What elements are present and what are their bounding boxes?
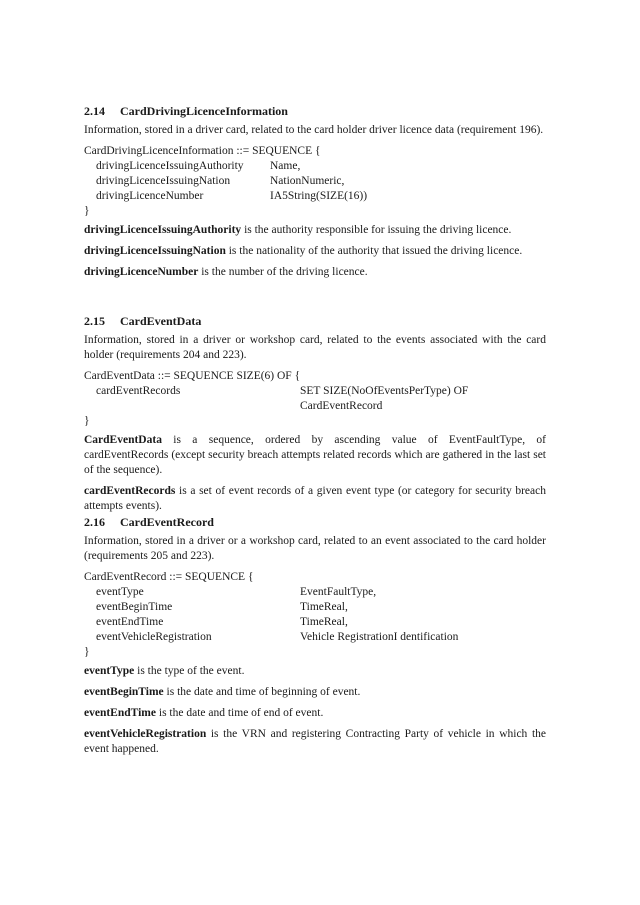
asn1-field-row [84, 174, 546, 189]
definition-term: eventVehicleRegistration [84, 728, 207, 740]
definition-text: is the VRN and registering Contracting Party of vehicle in which the event happened. [84, 728, 546, 755]
asn1-open: CardEventRecord ::= SEQUENCE { [84, 571, 254, 583]
section-heading [84, 314, 546, 329]
definition [84, 433, 546, 478]
field-type: SET SIZE(NoOfEventsPerType) OF [300, 385, 469, 397]
definition [84, 244, 546, 259]
asn1-close: } [84, 646, 90, 658]
definition-term: eventEndTime [84, 707, 156, 719]
definition [84, 265, 546, 280]
definition-term: CardEventData [84, 434, 162, 446]
definition-text: is the type of the event. [134, 665, 245, 677]
field-type: TimeReal, [300, 601, 348, 613]
section-intro: Information, stored in a driver or workshop card, related to the events associated with the card holder (requirements 204 and 223). [84, 334, 546, 361]
field-name: eventType [96, 586, 144, 598]
asn1-field-row [84, 630, 546, 645]
definition-term: eventType [84, 665, 135, 677]
field-type: IA5String(SIZE(16)) [270, 190, 368, 202]
field-name: eventBeginTime [96, 601, 173, 613]
definition [84, 664, 546, 679]
section-intro: Information, stored in a driver card, related to the card holder driver licence data (requirement 196). [84, 124, 544, 136]
definition-text: is a set of event records of a given event type (or category for security breach attempts events). [84, 485, 546, 512]
definition-text: is the date and time of beginning of event. [163, 686, 361, 698]
definition-term: drivingLicenceIssuingAuthority [84, 224, 242, 236]
asn1-field-row [84, 384, 546, 399]
section-2-14 [84, 104, 546, 286]
section-number: 2.16 [84, 515, 105, 529]
section-title: CardEventRecord [120, 515, 214, 529]
definition [84, 685, 546, 700]
definition [84, 223, 546, 238]
definition-text: is the authority responsible for issuing the driving licence. [241, 224, 512, 236]
field-name: eventVehicleRegistration [96, 631, 212, 643]
definition [84, 484, 546, 514]
field-type: EventFaultType, [300, 586, 377, 598]
asn1-open: CardEventData ::= SEQUENCE SIZE(6) OF { [84, 370, 301, 382]
definition-text: is a sequence, ordered by ascending value of EventFaultType, of cardEventRecords (except security breach attempts related records which are gathered in the last set of the sequence). [84, 434, 546, 476]
asn1-definition [84, 369, 546, 429]
section-number: 2.15 [84, 314, 105, 328]
field-name: drivingLicenceNumber [96, 190, 204, 202]
definition-term: eventBeginTime [84, 686, 164, 698]
asn1-definition [84, 570, 546, 660]
field-name: eventEndTime [96, 616, 164, 628]
section-number: 2.14 [84, 104, 105, 118]
asn1-field-row-cont [84, 399, 546, 414]
asn1-definition [84, 144, 546, 219]
field-name: drivingLicenceIssuingAuthority [96, 160, 244, 172]
asn1-field-row [84, 600, 546, 615]
asn1-close: } [84, 415, 90, 427]
field-type-cont: CardEventRecord [300, 400, 383, 412]
section-2-15 [84, 314, 546, 520]
section-2-16 [84, 515, 546, 763]
definition-term: cardEventRecords [84, 485, 176, 497]
section-heading [84, 104, 546, 119]
definition-term: drivingLicenceIssuingNation [84, 245, 226, 257]
section-heading [84, 515, 546, 530]
asn1-open: CardDrivingLicenceInformation ::= SEQUENCE { [84, 145, 321, 157]
section-title: CardDrivingLicenceInformation [120, 104, 288, 118]
field-type: Name, [270, 160, 301, 172]
field-type: Vehicle RegistrationI dentification [300, 631, 459, 643]
asn1-field-row [84, 189, 546, 204]
definition [84, 727, 546, 757]
asn1-field-row [84, 615, 546, 630]
field-type: TimeReal, [300, 616, 348, 628]
definition-text: is the number of the driving licence. [198, 266, 368, 278]
asn1-field-row [84, 159, 546, 174]
definition-text: is the date and time of end of event. [156, 707, 324, 719]
asn1-field-row [84, 585, 546, 600]
definition-text: is the nationality of the authority that issued the driving licence. [225, 245, 523, 257]
section-title: CardEventData [120, 314, 202, 328]
definition-term: drivingLicenceNumber [84, 266, 199, 278]
field-type: NationNumeric, [270, 175, 345, 187]
definition [84, 706, 546, 721]
field-name: cardEventRecords [96, 385, 181, 397]
asn1-close: } [84, 205, 90, 217]
section-intro: Information, stored in a driver or a workshop card, related to an event associated to the card holder (requirements 205 and 223). [84, 535, 546, 562]
field-name: drivingLicenceIssuingNation [96, 175, 231, 187]
